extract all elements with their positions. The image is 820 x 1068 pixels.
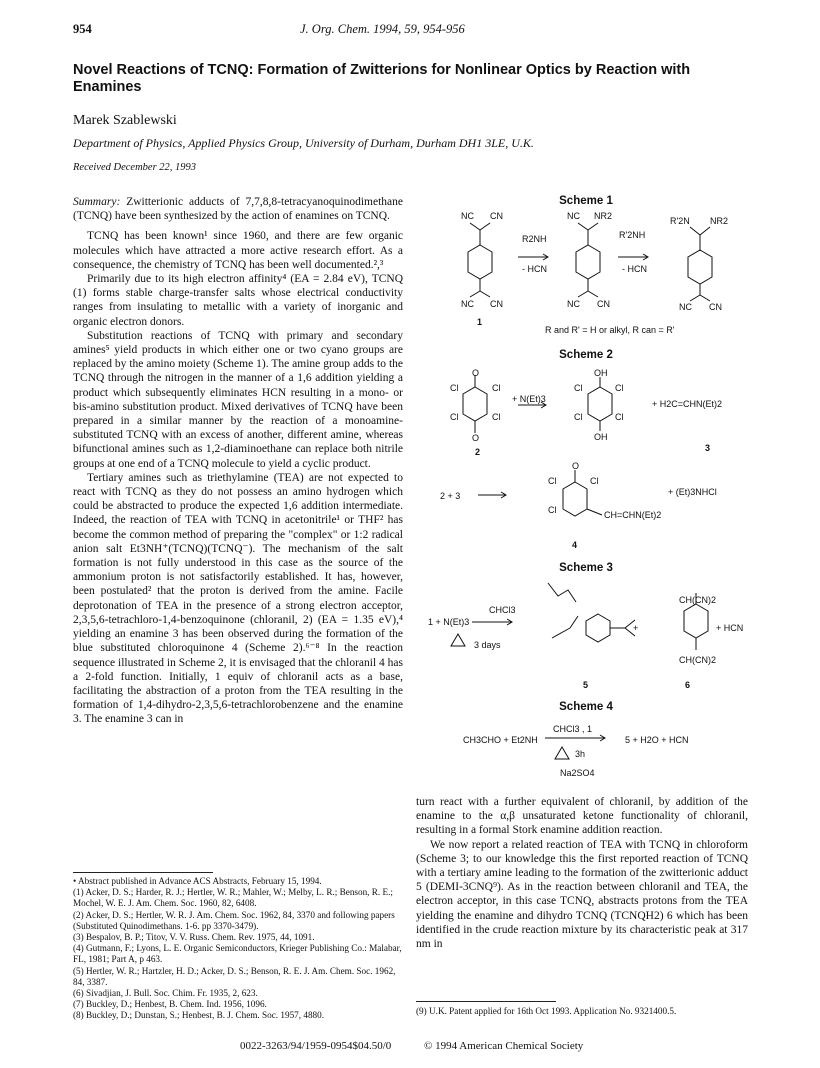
cn-label: CN — [490, 299, 503, 309]
cl-label: Cl — [615, 412, 624, 422]
nr2-label: NR2 — [710, 216, 729, 226]
cn-label: CN — [490, 211, 503, 221]
compound-number: 2 — [475, 447, 481, 457]
chcn-label: CH(CN)2 — [679, 595, 716, 605]
summary — [73, 195, 403, 223]
conditions: 3h — [575, 749, 586, 759]
paragraph: turn react with a further equivalent of chloranil, by addition of the enamine to the α,β unsaturated ketone functionality of chloranil, resulting in a formal Stork enamine addition reaction. — [416, 796, 748, 837]
cl-label: Cl — [492, 383, 501, 393]
footnote: (1) Acker, D. S.; Harder, R. J.; Hertler, W. R.; Mahler, W.; Melby, L. R.; Benson, R. E.; Mochel, W. E. J. Am. Chem. Soc. 1960, 82, 6408. — [73, 887, 393, 909]
r2n-label: R'2N — [670, 216, 690, 226]
footnote: (5) Hertler, W. R.; Hartzler, H. D.; Acker, D. S.; Benson, R. E. J. Am. Chem. Soc. 1962, 84, 3387. — [73, 965, 396, 987]
summary-text: Zwitterionic adducts of 7,7,8,8-tetracyanoquinodimethane (TCNQ) have been synthesized by the action of enamines on TCNQ. — [73, 196, 403, 223]
cn-label: CN — [597, 299, 610, 309]
nc-label: NC — [679, 302, 692, 312]
cl-label: Cl — [450, 383, 459, 393]
cl-label: Cl — [450, 412, 459, 422]
compound-number: 5 — [583, 680, 589, 690]
cl-label: Cl — [492, 412, 501, 422]
affiliation: Department of Physics, Applied Physics Group, University of Durham, Durham DH1 3LE, U.K. — [73, 136, 534, 150]
left-column — [73, 195, 403, 727]
cl-label: Cl — [590, 476, 599, 486]
footnote: (7) Buckley, D.; Henbest, B. Chem. Ind. 1956, 1096. — [73, 999, 267, 1010]
nr2-label: NR2 — [594, 211, 613, 221]
nc-label: NC — [567, 299, 580, 309]
scheme-2-title: Scheme 2 — [559, 349, 613, 361]
footer-copyright: © 1994 American Chemical Society — [424, 1040, 584, 1052]
footnote: • Abstract published in Advance ACS Abstracts, February 15, 1994. — [73, 876, 322, 886]
nc-label: NC — [461, 299, 474, 309]
reagent: + N(Et)3 — [512, 394, 546, 404]
summary-label: Summary: — [73, 196, 121, 208]
scheme-1-title: Scheme 1 — [559, 195, 613, 207]
oh-label: OH — [594, 368, 608, 378]
chcn-label: CH(CN)2 — [679, 655, 716, 665]
substituent: CH=CHN(Et)2 — [604, 510, 662, 520]
hcn: + HCN — [716, 623, 744, 633]
time: 3 days — [474, 640, 501, 650]
oh-label: OH — [594, 432, 608, 442]
footnotes — [73, 876, 403, 1022]
plus: + — [633, 623, 639, 633]
o-label: O — [472, 368, 480, 378]
compound-number: 1 — [477, 317, 483, 327]
footnote: (2) Acker, D. S.; Hertler, W. R. J. Am. Chem. Soc. 1962, 84, 3370 and following papers (Substituted Quinodimethans. 1-6. pp 3370-3479). — [73, 909, 395, 931]
products: 5 + H2O + HCN — [625, 735, 689, 745]
scheme-2-drawing — [430, 365, 760, 555]
o-label: O — [572, 461, 580, 471]
footnote: (6) Sivadjian, J. Bull. Soc. Chim. Fr. 1935, 2, 623. — [73, 988, 258, 999]
article-title: Novel Reactions of TCNQ: Formation of Zwitterions for Nonlinear Optics by Reaction with Enamines — [73, 62, 691, 95]
scheme-4-title: Scheme 4 — [559, 701, 613, 713]
paragraph: We now report a related reaction of TEA with TCNQ in chloroform (Scheme 3; to our knowledge this the first reported reaction of TCNQ with a tertiary amine leading to the formation of the zwitterionic adduct 5 (DEMI-3CNQ⁹). As in the reaction between chloranil and TEA, the electron acceptor, in this case TCNQ, abstracts protons from the TEA yielding the enamine and dihydro TCNQ (TCNQH2) 6 which has been identified in the crude reaction mixture by its characteristic peak at 317 nm in — [416, 838, 748, 951]
reagent-label: R'2NH — [619, 230, 646, 240]
o-label: O — [472, 433, 480, 443]
paragraph: TCNQ has been known¹ since 1960, and there are few organic molecules which have attracted a more active research effort. As a consequence, the chemistry of TCNQ has been well documented.²,³ — [73, 230, 403, 271]
footnote-rule — [416, 1001, 556, 1002]
right-column — [416, 795, 748, 951]
cl-label: Cl — [548, 505, 557, 515]
solvent: CHCl3 — [489, 605, 516, 615]
paragraph: Tertiary amines such as triethylamine (TEA) are not expected to react with TCNQ as they do not possess an amino hydrogen which could be abstracted to produce the expected 1,6 addition intermediate. Indeed, the reaction of TEA with TCNQ in acetonitrile¹ or THF² has become the common method of preparing the "complex" or 1:2 radical anion salt Et3NH⁺(TCNQ)(TCNQ⁻). The mechanism of the salt formation is not fully understood in this case as the source of the ammonium proton is not satisfactorily established. It has, however, been postulated² that the proton is derived from the amine. Facile deprotonation of TEA in the presence of a strong electron acceptor, 2,3,5,6-tetrachloro-1,4-benzoquinone (chloranil, 2) (EA = 1.35 eV),⁴ yielding an enamine 3 has been observed during the formation of the blue substituted chloroquinone 4 (Scheme 2).⁶⁻⁸ In the reaction sequence illustrated in Scheme 2, it is envisaged that the chloranil 4 has a 2-fold function. Initially, 1 equiv of chloranil acts as a base, facilitating the abstraction of a proton from the TEA resulting in the formation of 1,4-dihydro-2,3,5,6-tetrachlorobenzene and the enamine 3. The enamine 3 can in — [73, 471, 403, 726]
footnote: (8) Buckley, D.; Dunstan, S.; Henbest, B. J. Chem. Soc. 1957, 4880. — [73, 1010, 325, 1021]
cl-label: Cl — [574, 383, 583, 393]
scheme-1-note: R and R' = H or alkyl, R can = R' — [545, 325, 675, 335]
received-date: Received December 22, 1993 — [73, 162, 197, 173]
scheme-3-title: Scheme 3 — [559, 562, 613, 574]
cn-label: CN — [709, 302, 722, 312]
cl-label: Cl — [548, 476, 557, 486]
conditions: CHCl3 , 1 — [553, 724, 593, 734]
footer-code: 0022-3263/94/1959-0954$04.50/0 — [240, 1040, 392, 1052]
compound-number: 4 — [572, 540, 578, 550]
reagent-label: - HCN — [522, 264, 547, 274]
reagent-label: R2NH — [522, 234, 547, 244]
nc-label: NC — [567, 211, 580, 221]
footnote: (4) Gutmann, F.; Lyons, L. E. Organic Semiconductors, Krieger Publishing Co.: Malabar, FL, 1981; Part A, p 463. — [73, 943, 402, 965]
footnote: (9) U.K. Patent applied for 16th Oct 1993. Application No. 9321400.5. — [416, 1006, 677, 1016]
reactants: 2 + 3 — [440, 491, 461, 501]
reactants: CH3CHO + Et2NH — [463, 735, 538, 745]
reagent-label: - HCN — [622, 264, 647, 274]
enamine: + H2C=CHN(Et)2 — [652, 399, 723, 409]
footnote: (3) Bespalov, B. P.; Titov, V. V. Russ. Chem. Rev. 1975, 44, 1091. — [73, 932, 315, 943]
cl-label: Cl — [574, 412, 583, 422]
salt: + (Et)3NHCl — [668, 487, 717, 497]
page-number: 954 — [73, 22, 92, 36]
nc-label: NC — [461, 211, 474, 221]
conditions: Na2SO4 — [560, 768, 595, 778]
running-header: J. Org. Chem. 1994, 59, 954-956 — [300, 22, 465, 36]
reagents: 1 + N(Et)3 — [428, 617, 470, 627]
compound-number: 3 — [705, 443, 711, 453]
paragraph: Substitution reactions of TCNQ with primary and secondary amines⁵ yield products in which either one or two cyano groups are replaced by the amino moiety (Scheme 1). The amine group adds to the TCNQ through the nitrogen in the manner of a 1,6 addition yielding a product which subsequently eliminates HCN resulting in a mono- or bis-amino substitution product. Mixed derivatives of TCNQ have been prepared in a similar manner by the reaction of a monoamine-substituted TCNQ with an excess of another, different amine, whereas bifunctional amines such as 1,2-diaminoethane can replace both nitrile groups at one end of a TCNQ molecule to yield a cyclic product. — [73, 329, 403, 470]
paragraph: Primarily due to its high electron affinity⁴ (EA = 2.84 eV), TCNQ (1) forms stable charge-transfer salts whose electrical conductivity ranges from insulating to metallic with a variety of inorganic and organic electron donors. — [73, 273, 403, 328]
footnote-rule — [73, 872, 213, 873]
cl-label: Cl — [615, 383, 624, 393]
compound-number: 6 — [685, 680, 691, 690]
author: Marek Szablewski — [73, 113, 177, 128]
